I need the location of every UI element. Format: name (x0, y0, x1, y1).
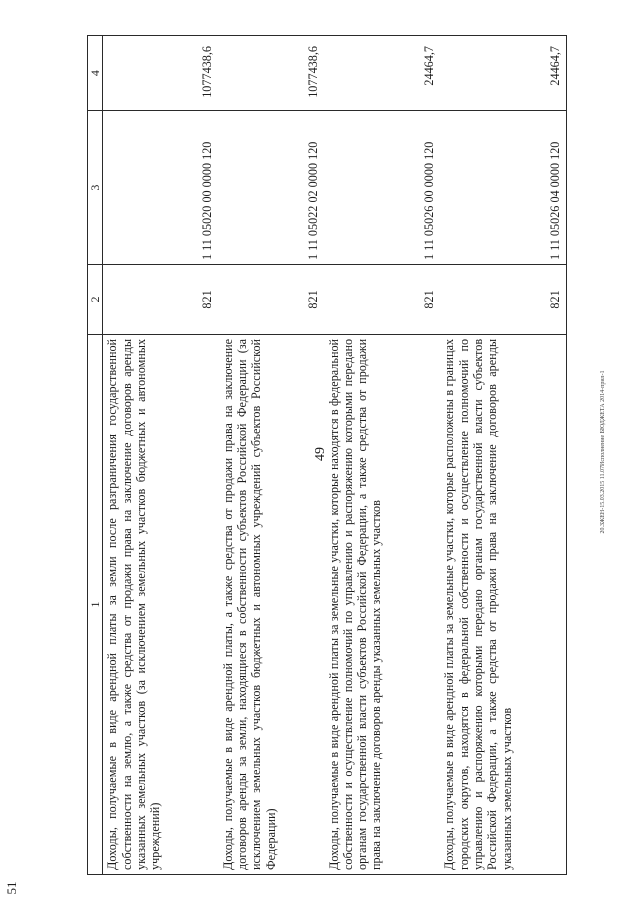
table-row (325, 36, 441, 875)
row-admin-code: 821 (103, 265, 219, 335)
row-description: Доходы, получаемые в виде арендной платы, а также средства от продажи права на заключение договоров аренды за земли, находящиеся в собственности субъектов Российской Федерации (за исключением земельных участков бюджетных и автономных учреждений субъектов Российской Федерации) (219, 334, 325, 874)
header-col-1: 1 (88, 334, 103, 874)
row-amount: 24464,7 (325, 36, 441, 111)
row-description: Доходы, получаемые в виде арендной платы за земли после разграничения государственной собственности на землю, а также средства от продажи права на заключение договоров аренды указанных земельных участков (за исключением земельных участков бюджетных и автономных учреждений) (103, 334, 219, 874)
revenue-table-rotated (87, 35, 567, 875)
header-col-4: 4 (88, 36, 103, 111)
row-amount: 1077438,6 (219, 36, 325, 111)
row-admin-code: 821 (325, 265, 441, 335)
row-amount: 1077438,6 (103, 36, 219, 111)
footer-file-code: 20.ЗЖЕН-15.03.2015 11.07Исполнение БЮДЖЕТА 2014-прил-1 (600, 370, 606, 534)
table-row (103, 36, 219, 875)
row-admin-code: 821 (440, 265, 566, 335)
corner-page-number: 51 (4, 881, 19, 895)
row-admin-code: 821 (219, 265, 325, 335)
row-amount: 24464,7 (440, 36, 566, 111)
table-header-row (88, 36, 103, 875)
row-description: Доходы, получаемые в виде арендной платы за земельные участки, которые расположены в границах городских округов, находятся в федеральной собственности и осуществление полномочий по управлению и распоряжению которыми передано органам государственной власти субъектов Российской Федерации, а также средства от продажи права на заключение договоров аренды указанных земельных участков (440, 334, 566, 874)
row-budget-code: 1 11 05026 00 0000 120 (325, 111, 441, 265)
row-budget-code: 1 11 05026 04 0000 120 (440, 111, 566, 265)
table-row (219, 36, 325, 875)
row-budget-code: 1 11 05020 00 0000 120 (103, 111, 219, 265)
row-budget-code: 1 11 05022 02 0000 120 (219, 111, 325, 265)
table-row (440, 36, 566, 875)
header-col-2: 2 (88, 265, 103, 335)
page-number: 49 (313, 447, 328, 461)
header-col-3: 3 (88, 111, 103, 265)
row-description: Доходы, получаемые в виде арендной платы за земельные участки, которые находятся в федеральной собственности и осуществление полномочий по управлению и распоряжению которыми передано органам государственной власти субъектов Российской Федерации, а также средства от продажи права на заключение договоров аренды указанных земельных участков (325, 334, 441, 874)
revenue-table (87, 35, 567, 875)
